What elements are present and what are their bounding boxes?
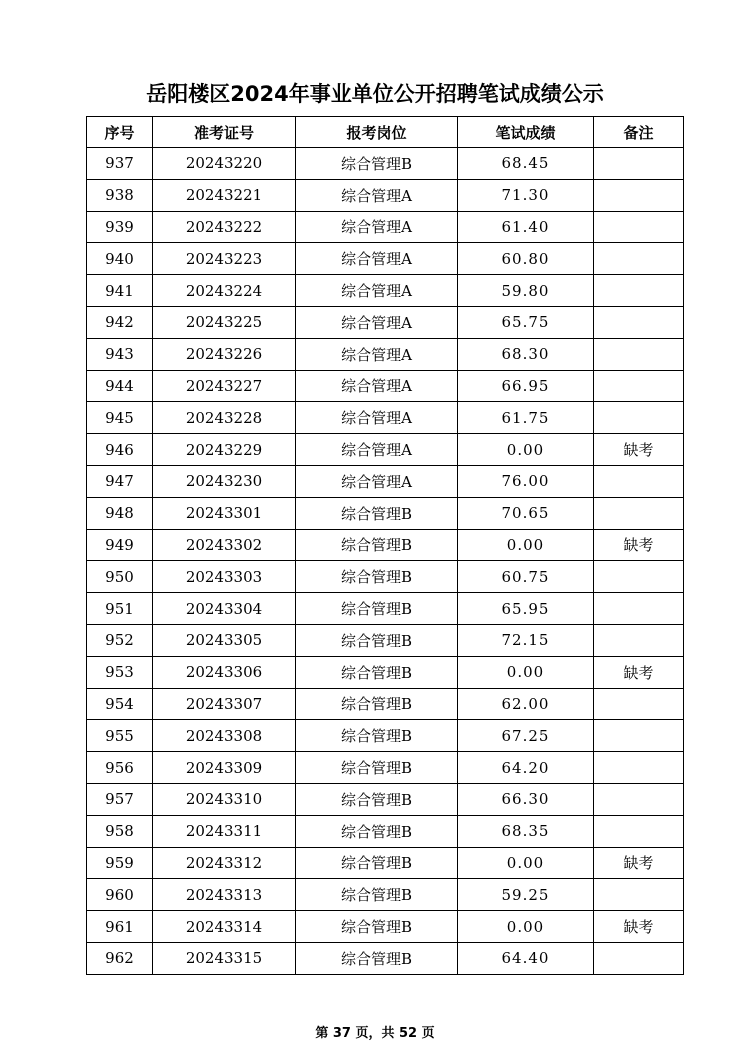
cell-position: 综合管理A [296, 179, 458, 211]
cell-remark: 缺考 [594, 847, 684, 879]
cell-position: 综合管理A [296, 306, 458, 338]
cell-score: 70.65 [458, 497, 594, 529]
cell-exam-id: 20243312 [153, 847, 296, 879]
cell-score: 60.75 [458, 561, 594, 593]
cell-score: 62.00 [458, 688, 594, 720]
table-row [87, 497, 684, 529]
cell-score: 67.25 [458, 720, 594, 752]
cell-exam-id: 20243305 [153, 624, 296, 656]
cell-exam-id: 20243315 [153, 942, 296, 974]
cell-position: 综合管理B [296, 497, 458, 529]
document-title: 岳阳楼区2024年事业单位公开招聘笔试成绩公示 [146, 82, 604, 106]
cell-remark [594, 752, 684, 784]
header-remark: 备注 [594, 117, 684, 148]
cell-remark [594, 720, 684, 752]
cell-exam-id: 20243230 [153, 465, 296, 497]
cell-position: 综合管理B [296, 752, 458, 784]
cell-seq: 960 [87, 879, 153, 911]
cell-seq: 941 [87, 275, 153, 307]
table-row [87, 179, 684, 211]
cell-remark [594, 942, 684, 974]
table-row [87, 275, 684, 307]
cell-score: 66.95 [458, 370, 594, 402]
cell-exam-id: 20243304 [153, 593, 296, 625]
cell-exam-id: 20243314 [153, 911, 296, 943]
cell-seq: 959 [87, 847, 153, 879]
cell-remark: 缺考 [594, 656, 684, 688]
table-row [87, 306, 684, 338]
cell-score: 61.40 [458, 211, 594, 243]
cell-position: 综合管理B [296, 624, 458, 656]
cell-remark [594, 275, 684, 307]
cell-seq: 944 [87, 370, 153, 402]
cell-seq: 950 [87, 561, 153, 593]
cell-remark [594, 179, 684, 211]
cell-position: 综合管理A [296, 465, 458, 497]
table-row [87, 815, 684, 847]
cell-remark [594, 497, 684, 529]
cell-exam-id: 20243302 [153, 529, 296, 561]
cell-score: 66.30 [458, 783, 594, 815]
cell-exam-id: 20243222 [153, 211, 296, 243]
table-row [87, 656, 684, 688]
cell-seq: 946 [87, 434, 153, 466]
cell-score: 65.75 [458, 306, 594, 338]
cell-seq: 940 [87, 243, 153, 275]
cell-seq: 948 [87, 497, 153, 529]
cell-exam-id: 20243306 [153, 656, 296, 688]
cell-remark [594, 148, 684, 180]
table-row [87, 752, 684, 784]
table-row [87, 783, 684, 815]
cell-seq: 949 [87, 529, 153, 561]
table-row [87, 911, 684, 943]
cell-remark [594, 593, 684, 625]
cell-seq: 958 [87, 815, 153, 847]
cell-exam-id: 20243224 [153, 275, 296, 307]
cell-position: 综合管理B [296, 720, 458, 752]
cell-position: 综合管理A [296, 434, 458, 466]
cell-position: 综合管理A [296, 275, 458, 307]
cell-position: 综合管理B [296, 529, 458, 561]
cell-seq: 952 [87, 624, 153, 656]
cell-exam-id: 20243220 [153, 148, 296, 180]
cell-seq: 939 [87, 211, 153, 243]
table-row [87, 211, 684, 243]
cell-score: 0.00 [458, 847, 594, 879]
cell-remark [594, 338, 684, 370]
cell-remark [594, 243, 684, 275]
table-row [87, 624, 684, 656]
cell-remark [594, 688, 684, 720]
cell-position: 综合管理B [296, 879, 458, 911]
cell-seq: 945 [87, 402, 153, 434]
cell-position: 综合管理B [296, 593, 458, 625]
table-row [87, 148, 684, 180]
cell-remark [594, 783, 684, 815]
cell-score: 0.00 [458, 656, 594, 688]
table-row [87, 402, 684, 434]
cell-seq: 962 [87, 942, 153, 974]
cell-position: 综合管理A [296, 402, 458, 434]
cell-remark [594, 815, 684, 847]
cell-score: 60.80 [458, 243, 594, 275]
cell-remark [594, 561, 684, 593]
cell-score: 72.15 [458, 624, 594, 656]
cell-seq: 954 [87, 688, 153, 720]
cell-seq: 942 [87, 306, 153, 338]
cell-score: 59.25 [458, 879, 594, 911]
cell-seq: 961 [87, 911, 153, 943]
scores-table [86, 116, 684, 975]
cell-score: 65.95 [458, 593, 594, 625]
cell-exam-id: 20243307 [153, 688, 296, 720]
table-row [87, 529, 684, 561]
cell-remark: 缺考 [594, 434, 684, 466]
cell-remark [594, 370, 684, 402]
cell-seq: 947 [87, 465, 153, 497]
page-footer: 第 37 页，共 52 页 [315, 1026, 435, 1041]
cell-position: 综合管理B [296, 847, 458, 879]
cell-position: 综合管理A [296, 243, 458, 275]
table-row [87, 434, 684, 466]
cell-remark [594, 465, 684, 497]
cell-seq: 937 [87, 148, 153, 180]
cell-position: 综合管理B [296, 942, 458, 974]
cell-seq: 957 [87, 783, 153, 815]
header-seq: 序号 [87, 117, 153, 148]
cell-seq: 955 [87, 720, 153, 752]
cell-exam-id: 20243225 [153, 306, 296, 338]
cell-position: 综合管理B [296, 656, 458, 688]
cell-seq: 951 [87, 593, 153, 625]
cell-seq: 956 [87, 752, 153, 784]
table-row [87, 370, 684, 402]
header-score: 笔试成绩 [458, 117, 594, 148]
cell-score: 64.20 [458, 752, 594, 784]
header-position: 报考岗位 [296, 117, 458, 148]
cell-score: 61.75 [458, 402, 594, 434]
cell-exam-id: 20243221 [153, 179, 296, 211]
cell-position: 综合管理B [296, 815, 458, 847]
cell-exam-id: 20243223 [153, 243, 296, 275]
cell-exam-id: 20243309 [153, 752, 296, 784]
cell-exam-id: 20243226 [153, 338, 296, 370]
cell-score: 68.45 [458, 148, 594, 180]
cell-position: 综合管理B [296, 783, 458, 815]
cell-exam-id: 20243310 [153, 783, 296, 815]
cell-position: 综合管理A [296, 338, 458, 370]
cell-exam-id: 20243311 [153, 815, 296, 847]
cell-exam-id: 20243301 [153, 497, 296, 529]
table-row [87, 561, 684, 593]
cell-position: 综合管理A [296, 211, 458, 243]
cell-seq: 943 [87, 338, 153, 370]
cell-score: 76.00 [458, 465, 594, 497]
table-row [87, 720, 684, 752]
cell-position: 综合管理A [296, 370, 458, 402]
cell-score: 0.00 [458, 911, 594, 943]
cell-score: 0.00 [458, 434, 594, 466]
cell-seq: 953 [87, 656, 153, 688]
header-exam-id: 准考证号 [153, 117, 296, 148]
table-body [87, 148, 684, 975]
cell-remark [594, 402, 684, 434]
table-row [87, 338, 684, 370]
cell-exam-id: 20243308 [153, 720, 296, 752]
table-row [87, 879, 684, 911]
cell-score: 64.40 [458, 942, 594, 974]
cell-position: 综合管理B [296, 688, 458, 720]
cell-remark: 缺考 [594, 911, 684, 943]
cell-exam-id: 20243229 [153, 434, 296, 466]
table-header-row [87, 117, 684, 148]
cell-remark [594, 624, 684, 656]
cell-exam-id: 20243313 [153, 879, 296, 911]
cell-position: 综合管理B [296, 911, 458, 943]
cell-score: 71.30 [458, 179, 594, 211]
cell-exam-id: 20243228 [153, 402, 296, 434]
cell-remark [594, 306, 684, 338]
table-row [87, 688, 684, 720]
cell-score: 68.30 [458, 338, 594, 370]
cell-exam-id: 20243227 [153, 370, 296, 402]
cell-score: 68.35 [458, 815, 594, 847]
cell-remark [594, 211, 684, 243]
table-row [87, 847, 684, 879]
cell-position: 综合管理B [296, 561, 458, 593]
table-row [87, 942, 684, 974]
cell-remark [594, 879, 684, 911]
cell-remark: 缺考 [594, 529, 684, 561]
cell-exam-id: 20243303 [153, 561, 296, 593]
table-row [87, 243, 684, 275]
cell-position: 综合管理B [296, 148, 458, 180]
cell-score: 59.80 [458, 275, 594, 307]
cell-seq: 938 [87, 179, 153, 211]
table-row [87, 465, 684, 497]
table-row [87, 593, 684, 625]
cell-score: 0.00 [458, 529, 594, 561]
